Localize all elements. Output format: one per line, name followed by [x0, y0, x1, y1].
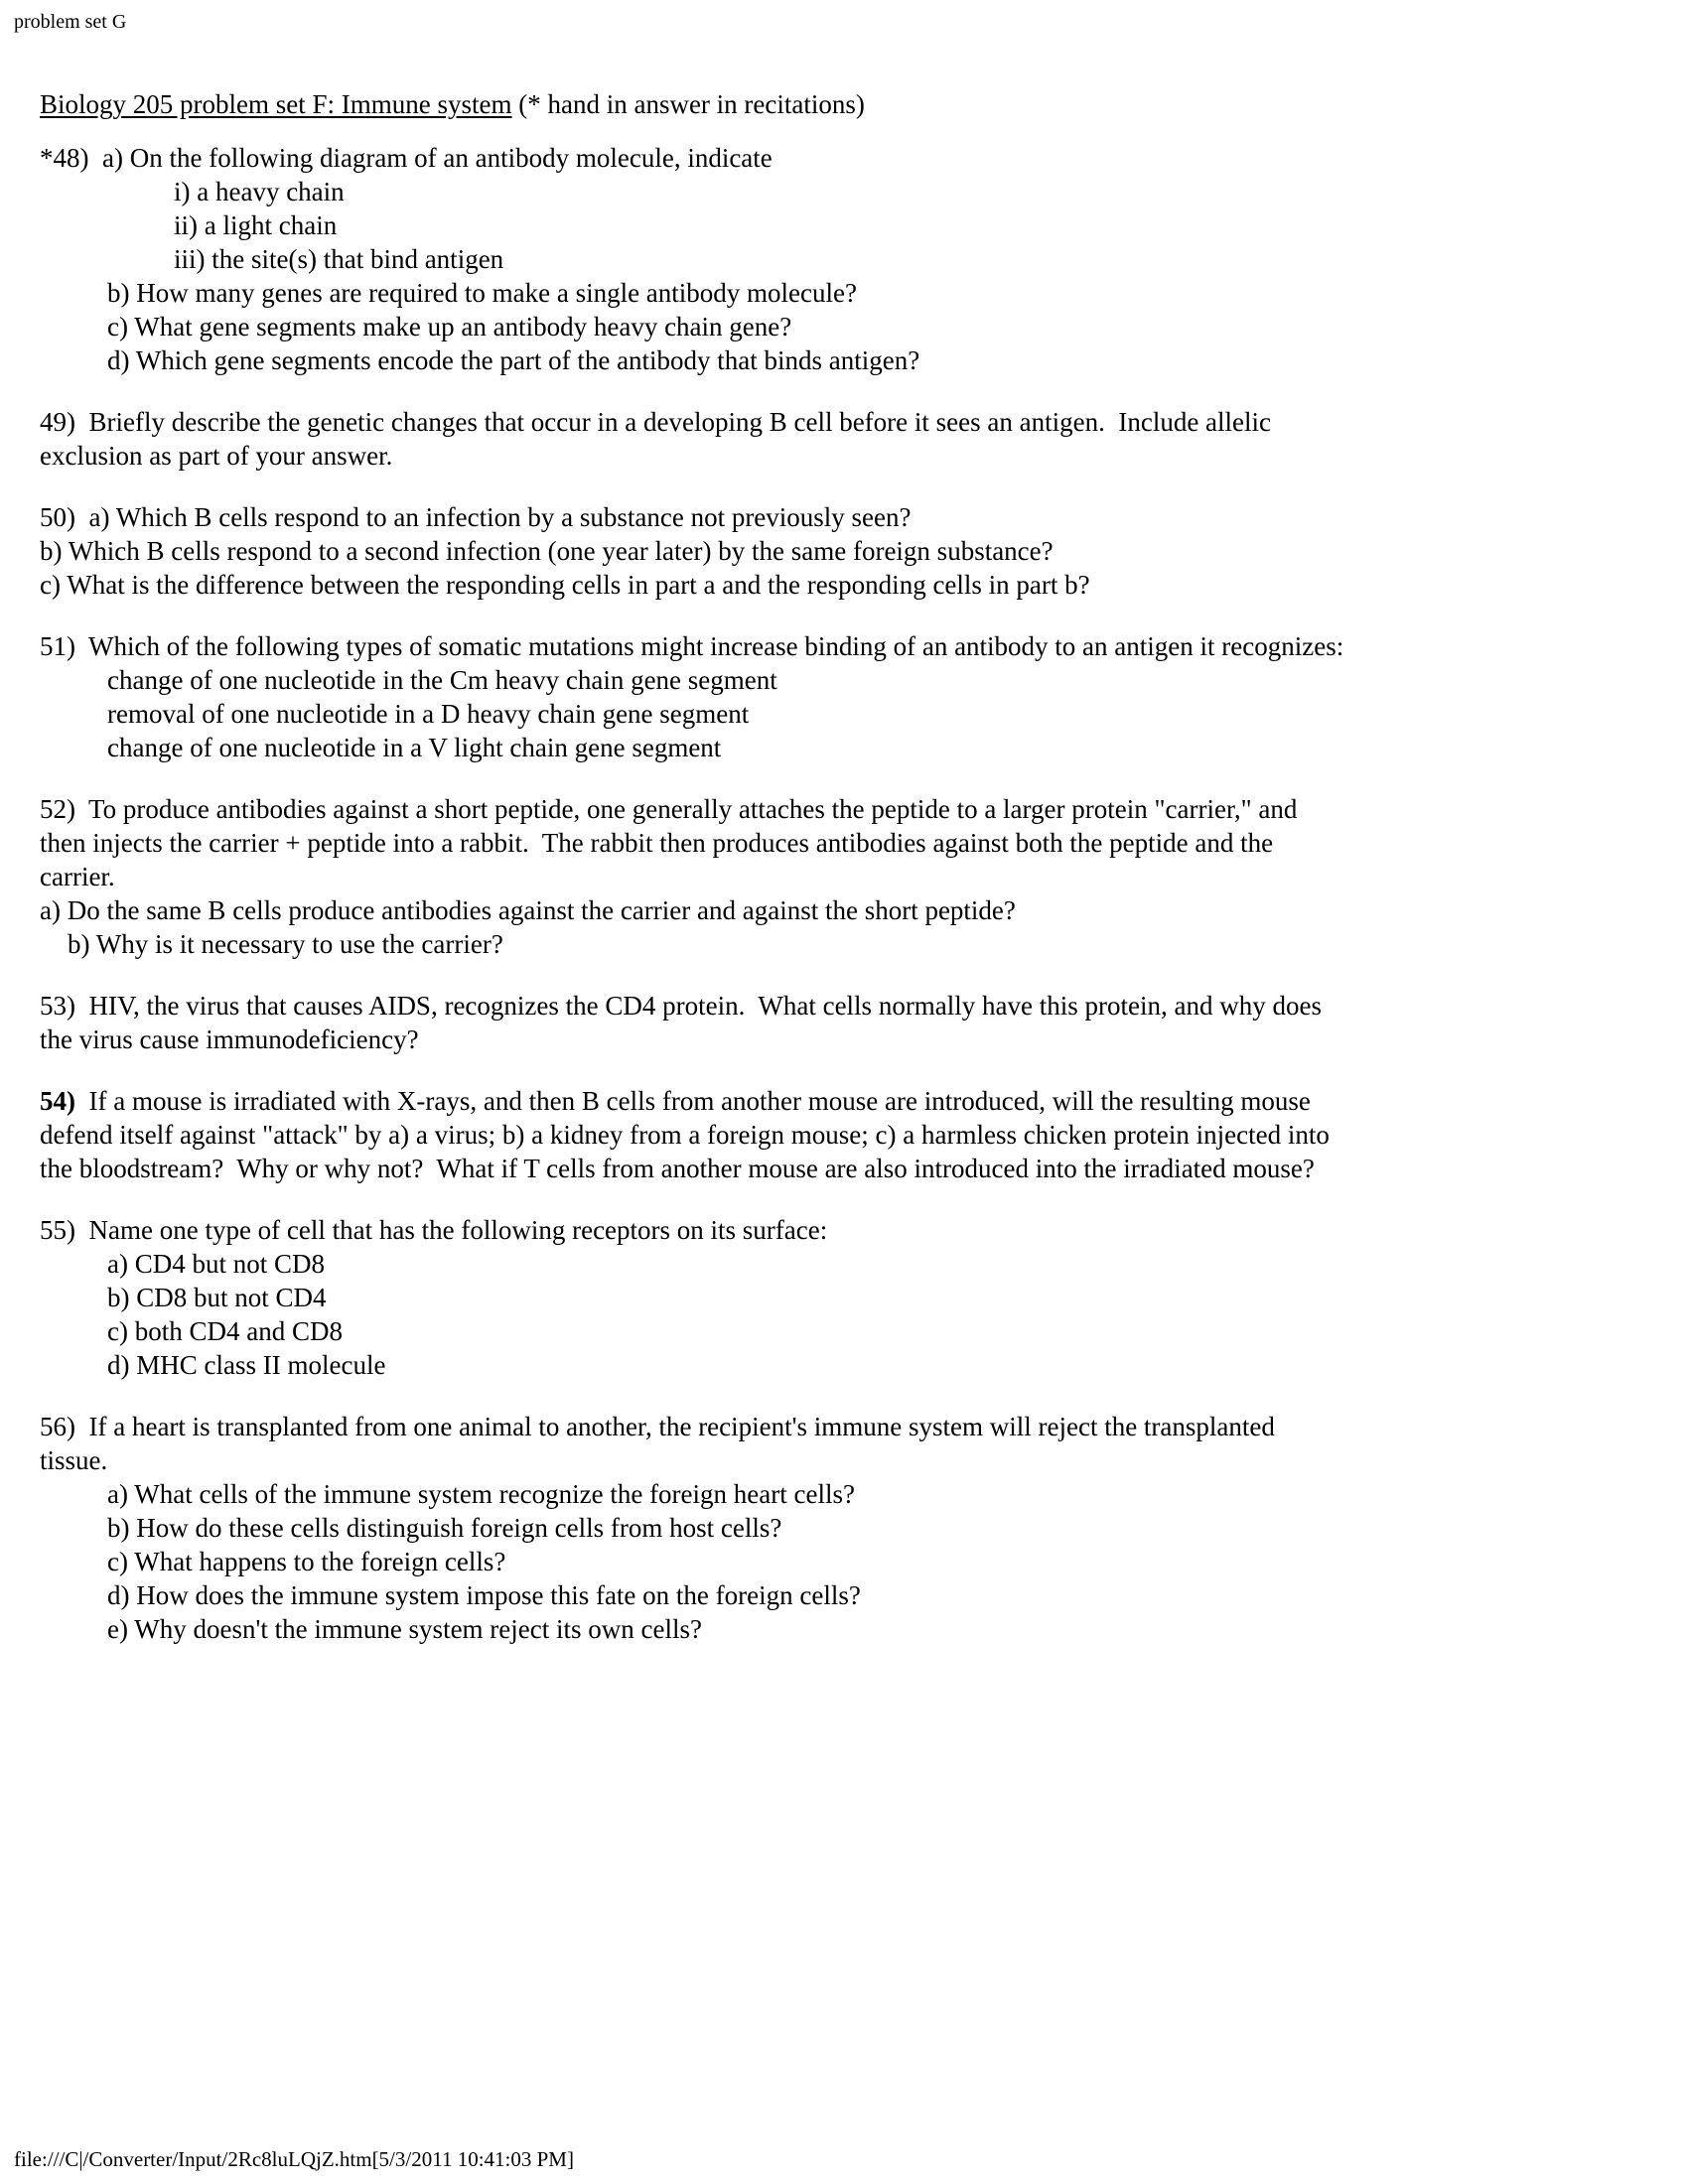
q52-line-a: a) Do the same B cells produce antibodies against the carrier and against the short peptide?	[40, 895, 1016, 925]
question-55	[40, 1213, 1648, 1382]
question-54	[40, 1084, 1648, 1185]
q55-line-1: 55) Name one type of cell that has the following receptors on its surface:	[40, 1215, 828, 1245]
q48-sub-ii: ii) a light chain	[174, 210, 338, 240]
question-52	[40, 792, 1648, 961]
q55-option-a: a) CD4 but not CD8	[107, 1249, 325, 1279]
question-48	[40, 141, 1648, 377]
q49-line-1: 49) Briefly describe the genetic changes that occur in a developing B cell before it sees an antigen. Include allelic	[40, 407, 1272, 437]
q52-line-1: 52) To produce antibodies against a short peptide, one generally attaches the peptide to a larger protein "carrier," and	[40, 794, 1298, 824]
q56-line-2: tissue.	[40, 1445, 108, 1475]
page-header-note: problem set G	[14, 11, 127, 33]
q56-option-e: e) Why doesn't the immune system reject its own cells?	[107, 1614, 702, 1644]
q52-line-3: carrier.	[40, 862, 115, 891]
q48-line-d: d) Which gene segments encode the part of the antibody that binds antigen?	[107, 345, 920, 375]
q50-line-a: 50) a) Which B cells respond to an infection by a substance not previously seen?	[40, 502, 912, 532]
q52-line-b: b) Why is it necessary to use the carrier?	[68, 929, 503, 959]
page-title-rest: (* hand in answer in recitations)	[511, 89, 865, 119]
q53-line-1: 53) HIV, the virus that causes AIDS, recognizes the CD4 protein. What cells normally have this protein, and why does	[40, 991, 1322, 1021]
question-50	[40, 500, 1648, 602]
q54-line-3: the bloodstream? Why or why not? What if T cells from another mouse are also introduced into the irradiated mouse?	[40, 1154, 1315, 1183]
q56-option-d: d) How does the immune system impose this fate on the foreign cells?	[107, 1580, 861, 1610]
q48-line-a: *48) a) On the following diagram of an antibody molecule, indicate	[40, 143, 773, 173]
q51-option-2: removal of one nucleotide in a D heavy chain gene segment	[107, 699, 750, 729]
q56-option-b: b) How do these cells distinguish foreign cells from host cells?	[107, 1513, 782, 1543]
q51-option-3: change of one nucleotide in a V light chain gene segment	[107, 733, 722, 762]
q54-line-1-text: If a mouse is irradiated with X-rays, and then B cells from another mouse are introduced, will the resulting mouse	[75, 1086, 1311, 1116]
q51-line-1: 51) Which of the following types of somatic mutations might increase binding of an antibody to an antigen it recognizes:	[40, 631, 1344, 661]
q48-line-c: c) What gene segments make up an antibody heavy chain gene?	[107, 312, 792, 341]
document-body	[40, 87, 1648, 1674]
question-49	[40, 405, 1648, 473]
q49-line-2: exclusion as part of your answer.	[40, 441, 393, 471]
question-56	[40, 1410, 1648, 1646]
q56-option-a: a) What cells of the immune system recognize the foreign heart cells?	[107, 1479, 855, 1509]
page-title	[40, 87, 1648, 121]
q52-line-2: then injects the carrier + peptide into a rabbit. The rabbit then produces antibodies against both the peptide and the	[40, 828, 1274, 858]
q54-line-1	[40, 1084, 1648, 1118]
q53-line-2: the virus cause immunodeficiency?	[40, 1024, 419, 1054]
q55-option-d: d) MHC class II molecule	[107, 1350, 386, 1380]
q50-line-c: c) What is the difference between the responding cells in part a and the responding cells in part b?	[40, 570, 1090, 600]
q54-line-2: defend itself against "attack" by a) a virus; b) a kidney from a foreign mouse; c) a harmless chicken protein injected into	[40, 1120, 1330, 1150]
q55-option-c: c) both CD4 and CD8	[107, 1316, 343, 1346]
q51-option-1: change of one nucleotide in the Cm heavy chain gene segment	[107, 665, 777, 695]
question-51	[40, 629, 1648, 764]
q55-option-b: b) CD8 but not CD4	[107, 1283, 327, 1312]
q48-line-b: b) How many genes are required to make a single antibody molecule?	[107, 278, 857, 308]
q48-sub-i: i) a heavy chain	[174, 177, 345, 206]
page-footer-path: file:///C|/Converter/Input/2Rc8luLQjZ.htm[5/3/2011 10:41:03 PM]	[14, 2147, 574, 2171]
q54-number: 54)	[40, 1086, 75, 1116]
q56-option-c: c) What happens to the foreign cells?	[107, 1547, 506, 1576]
question-53	[40, 989, 1648, 1056]
q50-line-b: b) Which B cells respond to a second infection (one year later) by the same foreign substance?	[40, 536, 1054, 566]
page-title-underlined: Biology 205 problem set F: Immune system	[40, 89, 512, 119]
q56-line-1: 56) If a heart is transplanted from one animal to another, the recipient's immune system will reject the transplanted	[40, 1412, 1275, 1441]
q48-sub-iii: iii) the site(s) that bind antigen	[174, 244, 504, 274]
